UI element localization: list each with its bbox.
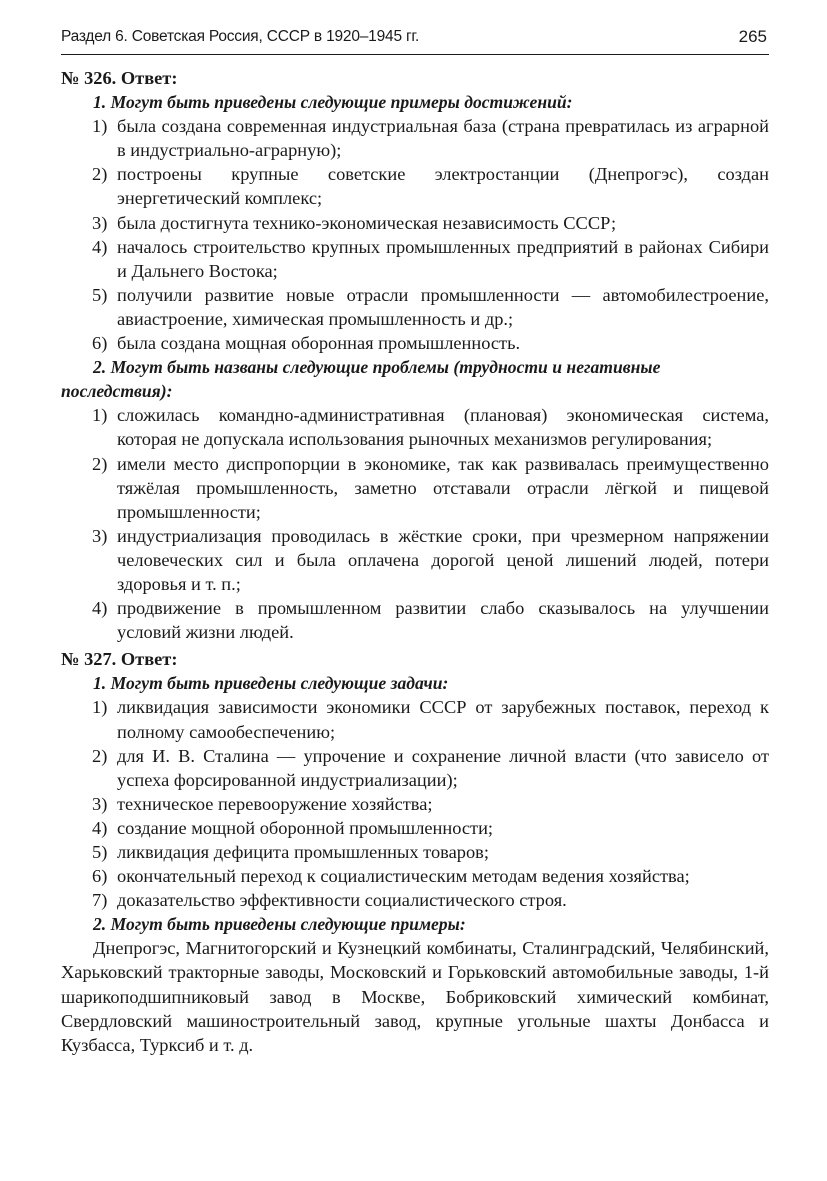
answer-327-heading-2: 2. Могут быть приведены следующие примеры: (93, 914, 466, 935)
running-header (61, 26, 769, 55)
answer-327-examples-paragraph: Днепрогэс, Магнитогорский и Кузнецкий комбинаты, Сталинградский, Челябинский, Харьковский тракторные заводы, Московский и Горьковский автомобильные заводы, 1-й шарикоподшипниковый завод в Москве, Бобриковский химический комбинат, Свердловский машиностроительный завод, крупные угольные шахты Донбасса и Кузбасса, Турксиб и т. д. (61, 938, 769, 1055)
list-item (61, 524, 769, 596)
list-marker: 5) (92, 842, 108, 862)
list-item (61, 114, 769, 162)
list-item (61, 596, 769, 644)
list-item-text: была достигнута технико-экономическая независимость СССР; (117, 212, 617, 233)
list-marker: 4) (92, 598, 108, 619)
list-item-text: построены крупные советские электростанции (Днепрогэс), создан энергетический комплекс; (117, 164, 769, 209)
list-item (61, 888, 769, 912)
list-marker: 3) (92, 525, 108, 546)
list-marker: 1) (92, 697, 108, 718)
list-marker: 3) (92, 212, 108, 233)
list-marker: 1) (92, 405, 108, 426)
list-item-text: была создана современная индустриальная база (страна превратилась из аграрной в индустриально-аграрную); (117, 116, 769, 161)
answer-326-list-1 (61, 114, 769, 355)
answer-326-heading-1: 1. Могут быть приведены следующие примеры достижений: (93, 92, 573, 113)
list-item-text: индустриализация проводилась в жёсткие сроки, при чрезмерном напряжении человеческих сил и была оплачена дорогой ценой лишений людей, потери здоровья и т. п.; (117, 525, 769, 594)
list-item (61, 283, 769, 331)
list-item (61, 744, 769, 792)
list-marker: 6) (92, 866, 108, 887)
list-item-text: ликвидация дефицита промышленных товаров; (117, 842, 489, 862)
list-item (61, 162, 769, 210)
list-marker: 2) (92, 745, 108, 766)
list-item-text: продвижение в промышленном развитии слабо сказывалось на улучшении условий жизни людей. (117, 598, 769, 643)
list-marker: 7) (92, 890, 108, 911)
list-item-text: сложилась командно-административная (плановая) экономическая система, которая не допускала использования рыночных механизмов регулирования; (117, 405, 769, 450)
list-marker: 2) (92, 164, 108, 185)
list-item (61, 452, 769, 524)
list-item-text: имели место диспропорции в экономике, так как развивалась преимущественно тяжёлая промышленность, заметно отставали отрасли лёгкой и пищевой промышленности; (117, 453, 769, 522)
list-item-text: техническое перевооружение хозяйства; (117, 793, 433, 814)
page-number: 265 (738, 27, 767, 46)
list-item (61, 840, 769, 864)
list-item-text: ликвидация зависимости экономики СССР от зарубежных поставок, переход к полному самообеспечению; (117, 697, 769, 742)
answer-327-list-1 (61, 695, 769, 912)
list-item (61, 864, 769, 888)
answer-326-number: № 326. Ответ: (61, 68, 178, 88)
list-item (61, 235, 769, 283)
answer-327-number: № 327. Ответ: (61, 649, 178, 670)
list-marker: 2) (92, 453, 108, 474)
answer-326-heading-2: 2. Могут быть названы следующие проблемы (трудности и негативные последствия): (61, 357, 661, 402)
list-marker: 4) (92, 236, 108, 257)
header-title: Раздел 6. Советская Россия, СССР в 1920–1945 гг. (61, 28, 420, 45)
list-item-text: получили развитие новые отрасли промышленности — автомобилестроение, авиастроение, химическая промышленность и др.; (117, 284, 769, 329)
list-item-text: для И. В. Сталина — упрочение и сохранение личной власти (что зависело от успеха форсированной индустриализации); (117, 745, 769, 790)
answer-327-heading-1: 1. Могут быть приведены следующие задачи: (93, 673, 449, 694)
list-item (61, 403, 769, 451)
list-item-text: окончательный переход к социалистическим методам ведения хозяйства; (117, 866, 690, 887)
list-marker: 4) (92, 817, 108, 838)
list-marker: 1) (92, 116, 108, 137)
list-item (61, 695, 769, 743)
answer-326-list-2 (61, 403, 769, 644)
list-marker: 6) (92, 333, 108, 354)
list-item-text: была создана мощная оборонная промышленность. (117, 333, 521, 354)
list-item (61, 331, 769, 355)
list-item (61, 816, 769, 840)
list-marker: 3) (92, 793, 108, 814)
page-content (61, 66, 769, 1057)
list-item (61, 792, 769, 816)
list-item-text: началось строительство крупных промышленных предприятий в районах Сибири и Дальнего Востока; (117, 236, 769, 281)
list-item-text: создание мощной оборонной промышленности; (117, 817, 494, 838)
list-item-text: доказательство эффективности социалистического строя. (117, 890, 567, 911)
list-marker: 5) (92, 284, 108, 305)
list-item (61, 211, 769, 235)
